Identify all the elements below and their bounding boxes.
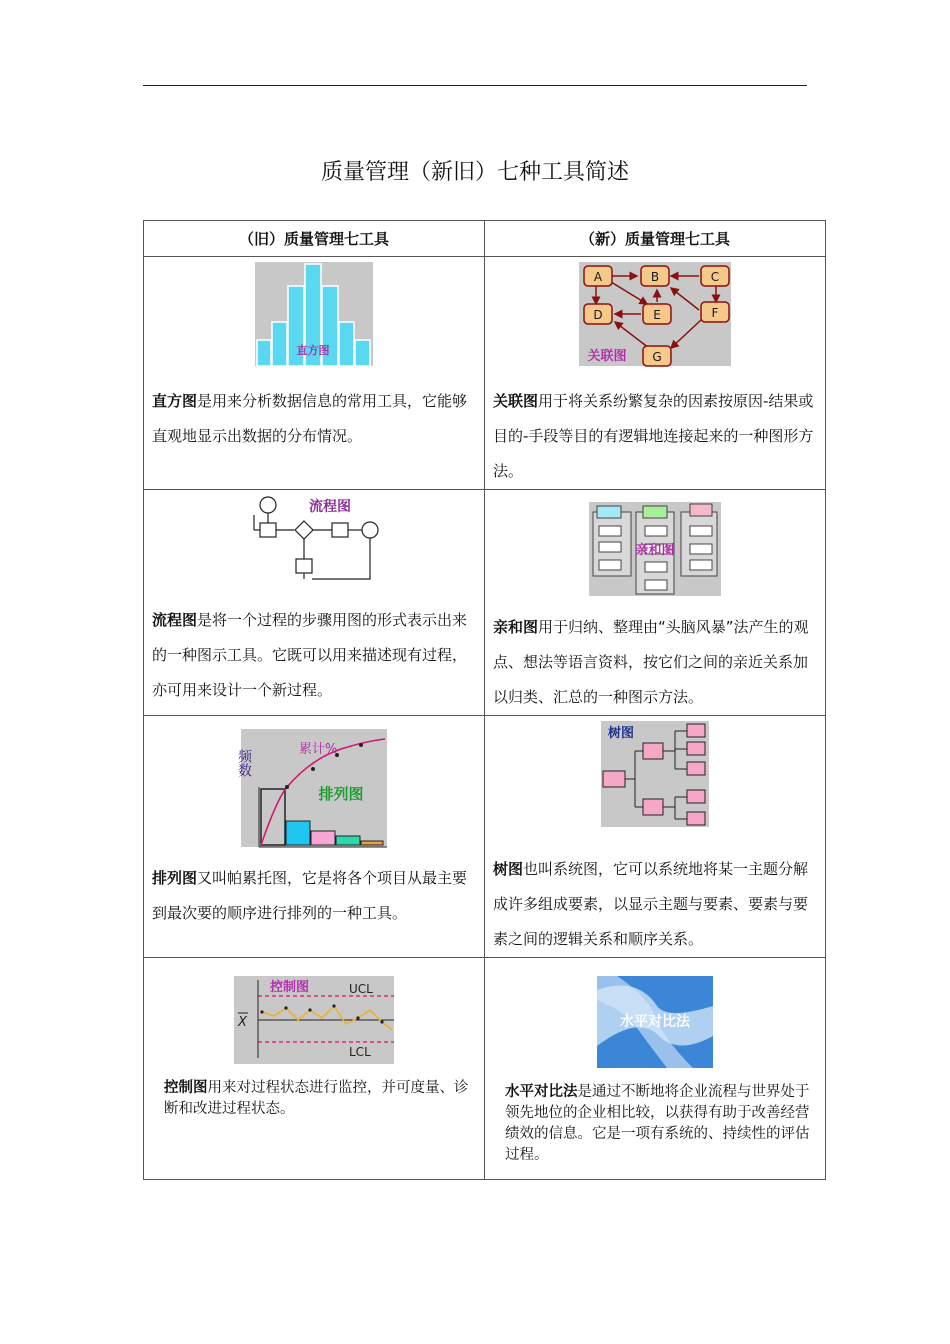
page-title: 质量管理（新旧）七种工具简述 <box>320 160 629 185</box>
benchmarking-image <box>597 976 713 1068</box>
pareto-cum-label: 累计% <box>299 742 338 757</box>
cell-relation-diagram <box>485 257 826 490</box>
control-chart-image <box>234 976 394 1064</box>
flowchart-image <box>250 495 378 585</box>
relation-label: 关联图 <box>587 349 627 364</box>
pareto-label: 排列图 <box>318 785 364 803</box>
node-f: F <box>711 306 719 320</box>
cell-tree-diagram <box>485 716 826 958</box>
flowchart-label: 流程图 <box>309 499 351 515</box>
header-old: （旧）质量管理七工具 <box>144 221 485 257</box>
node-e: E <box>653 308 661 322</box>
cell-control-chart <box>144 958 485 1180</box>
cell-benchmarking <box>485 958 826 1180</box>
pareto-ylabel: 频数 <box>236 749 252 777</box>
table-row <box>144 716 826 958</box>
affinity-label: 亲和图 <box>635 543 675 558</box>
node-c: C <box>710 270 720 284</box>
node-b: B <box>650 270 660 284</box>
node-g: G <box>652 350 662 364</box>
tree-label: 树图 <box>607 726 635 741</box>
histogram-description: 直方图是用来分析数据信息的常用工具，它能够直观地显示出数据的分布情况。 <box>152 392 468 445</box>
histogram-label: 直方图 <box>296 344 330 357</box>
control-chart-label: 控制图 <box>270 980 310 995</box>
cell-flowchart <box>144 490 485 716</box>
header-new: （新）质量管理七工具 <box>485 221 826 257</box>
top-rule <box>143 85 807 86</box>
affinity-description: 亲和图用于归纳、整理由“头脑风暴”法产生的观点、想法等语言资料，按它们之间的亲近关系加以归类、汇总的一种图示方法。 <box>493 618 809 706</box>
table-row <box>144 490 826 716</box>
pareto-description: 排列图又叫帕累托图，它是将各个项目从最主要到最次要的顺序进行排列的一种工具。 <box>152 869 468 922</box>
cell-pareto <box>144 716 485 958</box>
control-chart-description: 控制图用来对过程状态进行监控，并可度量、诊断和改进过程状态。 <box>164 1080 469 1117</box>
tools-table <box>143 220 826 1180</box>
tree-diagram-image <box>601 721 709 827</box>
table-row <box>144 958 826 1180</box>
ucl-label: UCL <box>349 982 373 996</box>
node-d: D <box>593 308 603 322</box>
header-row <box>144 221 826 257</box>
benchmarking-description: 水平对比法是通过不断地将企业流程与世界处于领先地位的企业相比较，以获得有助于改善经营绩效的信息。它是一项有系统的、持续性的评估过程。 <box>505 1084 810 1163</box>
relation-diagram-image <box>579 262 731 366</box>
lcl-label: LCL <box>349 1045 371 1059</box>
affinity-diagram-image <box>589 502 721 596</box>
xbar-label: X <box>238 1015 247 1030</box>
relation-description: 关联图用于将关系纷繁复杂的因素按原因-结果或目的-手段等目的有逻辑地连接起来的一种图形方法。 <box>493 392 814 480</box>
cell-histogram <box>144 257 485 490</box>
tree-description: 树图也叫系统图，它可以系统地将某一主题分解成许多组成要素，以显示主题与要素、要素与要素之间的逻辑关系和顺序关系。 <box>493 860 809 948</box>
histogram-image <box>255 262 373 366</box>
cell-affinity-diagram <box>485 490 826 716</box>
pareto-image <box>236 729 387 847</box>
table-row <box>144 257 826 490</box>
node-a: A <box>593 270 603 284</box>
flowchart-description: 流程图是将一个过程的步骤用图的形式表示出来的一种图示工具。它既可以用来描述现有过程，亦可用来设计一个新过程。 <box>152 611 468 699</box>
benchmarking-label: 水平对比法 <box>620 1014 690 1030</box>
